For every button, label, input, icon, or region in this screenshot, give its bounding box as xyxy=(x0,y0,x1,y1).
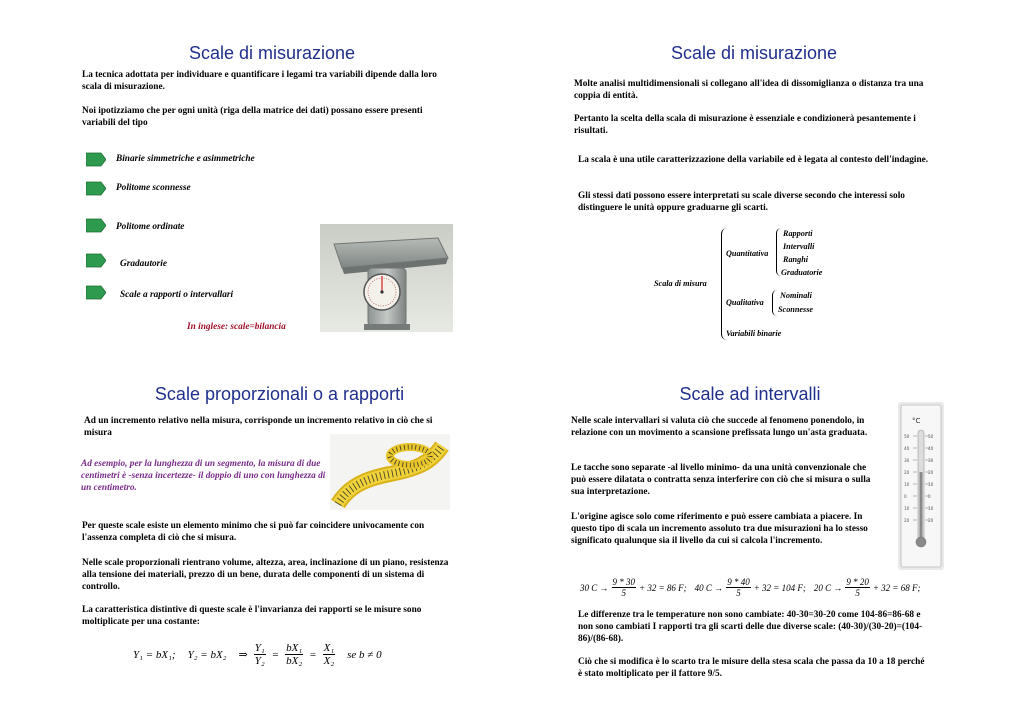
slide2-title: Scale di misurazione xyxy=(670,43,838,63)
tree-qual-item-2: Sconnesse xyxy=(778,305,814,314)
conv-c-pre: 20 C → xyxy=(813,582,843,593)
bullet-item-3: Politome ordinate xyxy=(116,222,185,232)
thermo-tick-left-1: 50 xyxy=(904,434,910,439)
formula-y2: Y₂ = bX₂ xyxy=(187,648,227,661)
slide3-paragraph-2: Per queste scale esiste un elemento minimo che si può far coincidere univocamente con l'assenza completa di ciò che si misura. xyxy=(82,521,425,543)
ratio-1-denominator: Y₂ xyxy=(254,655,265,667)
thermo-tick-left-7: 10 xyxy=(904,506,910,511)
conv-b-post: + 32 = 104 F; xyxy=(753,582,806,593)
conv-b-pre: 40 C → xyxy=(694,582,724,593)
slide1-paragraph-1: La tecnica adottata per individuare e quantificare i legami tra variabili dipende dalla loro scala di misurazione. xyxy=(82,70,437,92)
arrow-bullet-icon xyxy=(86,253,106,268)
thermo-tick-left-8: 20 xyxy=(904,518,910,523)
slide2-paragraph-1: Molte analisi multidimensionali si collegano all'idea di dissomiglianza o distanza tra una coppia di entità. xyxy=(574,79,924,101)
slide3-example-text: Ad esempio, per la lunghezza di un segmento, la misura di due centimetri è -senza incertezze- il doppio di uno con lunghezza di un centimetro. xyxy=(81,459,326,493)
kitchen-scale-image xyxy=(320,224,453,332)
formula-implies: ⇒ xyxy=(238,649,248,661)
thermo-tick-right-5: 10 xyxy=(928,482,934,487)
thermo-tick-right-6: 0 xyxy=(928,494,931,499)
slide1-note: In inglese: scale=bilancia xyxy=(187,322,286,332)
arrow-bullet-icon xyxy=(86,181,106,196)
tree-main-brace xyxy=(721,228,727,340)
conv-b-num: 9 * 40 xyxy=(727,577,750,587)
slide4-paragraph-1: Nelle scale intervallari si valuta ciò che succede al fenomeno ponendolo, in relazione con un movimento a scansione prefissata lungo un'asta graduata. xyxy=(571,416,868,438)
bullet-item-2: Politome sconnesse xyxy=(116,183,191,193)
tree-qual-brace xyxy=(772,290,777,316)
tree-quantitativa-label: Quantitativa xyxy=(726,249,769,258)
thermo-tick-right-2: 40 xyxy=(928,446,934,451)
thermo-tick-left-2: 40 xyxy=(904,446,910,451)
tree-quant-item-3: Ranghi xyxy=(783,255,809,264)
slide3-paragraph-4: La caratteristica distintive di queste scale è l'invarianza dei rapporti se le misure sono moltiplicate per una costante: xyxy=(82,605,422,627)
tree-quant-item-2: Intervalli xyxy=(783,242,815,251)
conv-a-post: + 32 = 86 F; xyxy=(639,582,687,593)
tree-root-label: Scala di misura xyxy=(654,279,707,288)
thermo-tick-right-4: 20 xyxy=(928,470,934,475)
ratio-1-numerator: Y₁ xyxy=(254,642,265,654)
thermo-tick-left-6: 0 xyxy=(904,494,907,499)
slide2-paragraph-4: Gli stessi dati possono essere interpretati su scale diverse secondo che interessi solo distinguere le unità oppure graduarne gli scarti. xyxy=(578,191,905,213)
conv-c-post: + 32 = 68 F; xyxy=(872,582,921,593)
slide1-title: Scale di misurazione xyxy=(188,43,356,63)
bullet-item-1: Binarie simmetriche e asimmetriche xyxy=(116,154,255,164)
conv-a-num: 9 * 30 xyxy=(612,577,636,587)
slide4-title: Scale ad intervalli xyxy=(679,384,821,404)
conv-a-pre: 30 C → xyxy=(580,582,609,593)
arrow-bullet-icon xyxy=(86,152,106,167)
thermometer-unit: °C xyxy=(912,417,921,425)
conv-c-den: 5 xyxy=(855,588,860,598)
conv-c-num: 9 * 20 xyxy=(846,577,869,587)
conv-a-den: 5 xyxy=(621,588,627,598)
thermo-tick-right-3: 30 xyxy=(928,458,934,463)
slide4-paragraph-5: Ciò che si modifica è lo scarto tra le misure della stesa scala che passa da 10 a 18 perché è stato moltiplicato per il fattore 9/5. xyxy=(578,657,925,679)
slide3-paragraph-1: Ad un incremento relativo nella misura, corrisponde un incremento relativo in ciò che si misura xyxy=(84,416,433,438)
ratio-formula: Y₁ = bX₁; Y₂ = bX₂ ⇒ $\frac{\text{Y₁}}{\text{Y₂}}$ = $\frac{\text{bX₁}}{\text{bX₂}}$ = $\frac{\text{X₁}}{\text{X₂}}$ se b ≠ 0 xyxy=(133,642,382,667)
slide2-paragraph-2: Pertanto la scelta della scala di misurazione è essenziale e condizionerà pesantemente i risultati. xyxy=(574,114,916,136)
bullet-item-5: Scale a rapporti o intervallari xyxy=(120,290,234,300)
conv-b-den: 5 xyxy=(736,588,741,598)
tree-qualitativa-label: Qualitativa xyxy=(726,298,764,307)
thermo-tick-left-3: 30 xyxy=(904,458,910,463)
formula-y1: Y₁ = bX₁; xyxy=(133,648,176,661)
slide2-paragraph-3: La scala è una utile caratterizzazione della variabile ed è legata al contesto dell'indagine. xyxy=(578,155,929,165)
slide4-paragraph-2: Le tacche sono separate -al livello minimo- da una unità convenzionale che può essere dilatata o contratta senza interferire con ciò che si misura o sulla sua interpretazione. xyxy=(571,463,871,497)
slide4-paragraph-4: Le differenze tra le temperature non sono cambiate: 40-30=30-20 come 104-86=86-68 e non sono cambiati I rapporti tra gli scarti delle due diverse scale: (40-30)/(30-20)=(104-86)/(86-68). xyxy=(578,610,923,644)
thermo-tick-right-7: 10 xyxy=(928,506,934,511)
formula-condition: se b ≠ 0 xyxy=(347,648,382,661)
arrow-bullet-icon xyxy=(86,285,106,300)
ratio-2-denominator: bX₂ xyxy=(286,655,303,667)
thermo-tick-right-8: 20 xyxy=(928,518,934,523)
tree-quant-item-1: Rapporti xyxy=(783,229,813,238)
thermo-tick-left-4: 20 xyxy=(904,470,910,475)
thermo-tick-right-1: 50 xyxy=(928,434,934,439)
tree-quant-item-4: Graduatorie xyxy=(781,268,823,277)
arrow-bullet-icon xyxy=(86,218,106,233)
bullet-item-4: Gradautorie xyxy=(120,259,168,269)
temperature-formula xyxy=(580,577,921,598)
thermometer-image xyxy=(898,402,944,570)
ratio-3-denominator: X₂ xyxy=(323,655,335,667)
slide3-title: Scale proporzionali o a rapporti xyxy=(154,384,405,404)
slide1-paragraph-2: Noi ipotizziamo che per ogni unità (riga della matrice dei dati) possano essere presenti variabili del tipo xyxy=(82,106,423,128)
ratio-2-numerator: bX₁ xyxy=(286,642,303,654)
thermo-tick-left-5: 10 xyxy=(904,482,910,487)
slide4-paragraph-3: L'origine agisce solo come riferimento e può essere cambiata a piacere. In questo tipo di scala un incremento assoluto tra due misurazioni ha lo stesso significato qualunque sia il livello da cui si calcola l'incremento. xyxy=(571,512,868,546)
tree-qual-item-1: Nominali xyxy=(780,291,812,300)
ratio-3-numerator: X₁ xyxy=(323,642,335,654)
slide3-paragraph-3: Nelle scale proporzionali rientrano volume, altezza, area, inclinazione di un piano, resistenza alla tensione dei materiali, prezzo di un bene, durata delle componenti di un sistema di controllo. xyxy=(82,558,449,592)
tree-binarie-label: Variabili binarie xyxy=(726,329,782,338)
tape-measure-image xyxy=(330,434,450,510)
